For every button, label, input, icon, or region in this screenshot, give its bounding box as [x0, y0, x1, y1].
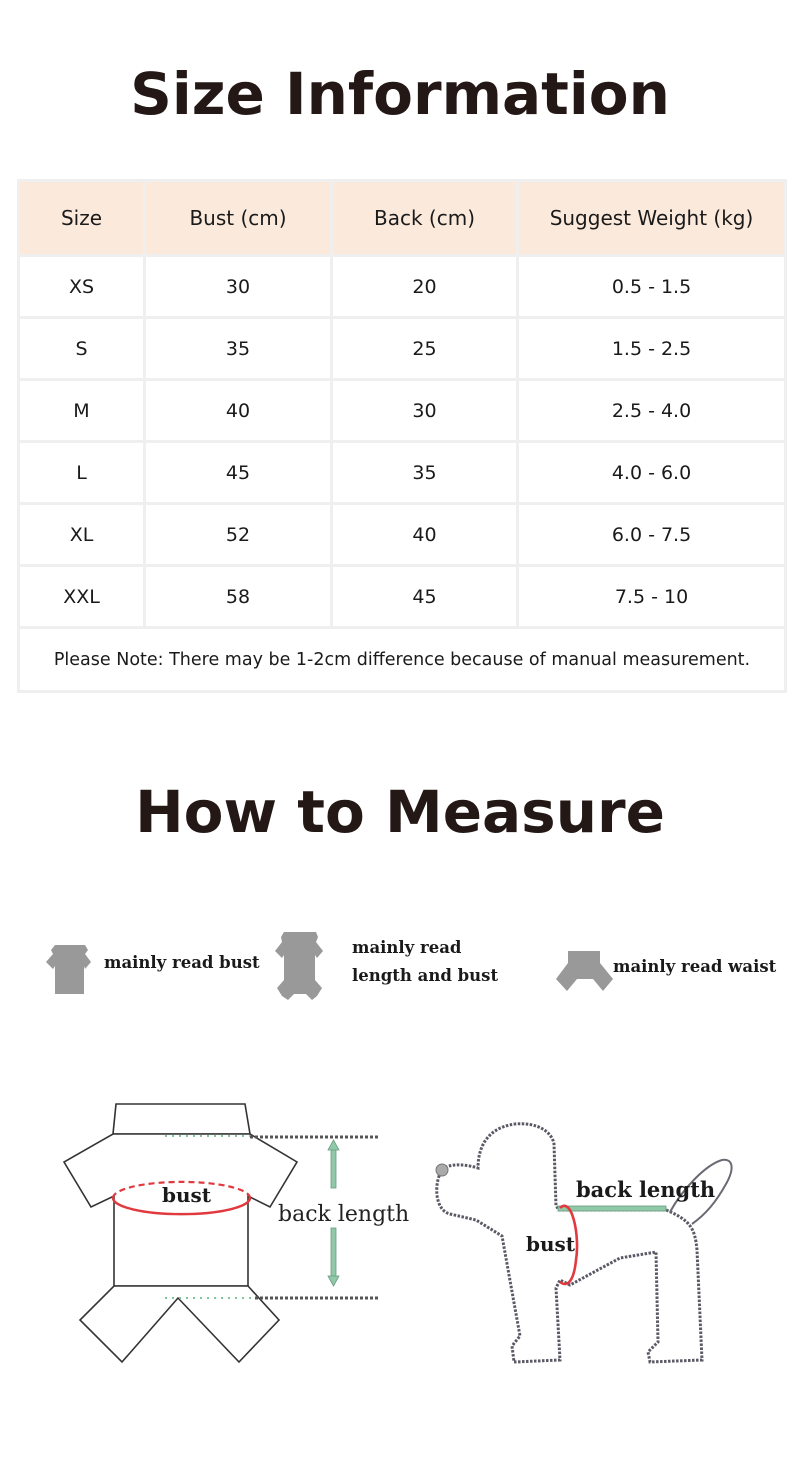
column-header-weight: Suggest Weight (kg): [518, 181, 786, 256]
size-information-title: Size Information: [130, 60, 670, 128]
column-header-size: Size: [19, 181, 145, 256]
cell-bust: 30: [145, 256, 332, 318]
cell-bust: 52: [145, 504, 332, 566]
legend-label: mainly read bust: [104, 953, 260, 972]
column-header-back: Back (cm): [332, 181, 518, 256]
cell-back: 20: [332, 256, 518, 318]
cell-size: XL: [19, 504, 145, 566]
cell-weight: 6.0 - 7.5: [518, 504, 786, 566]
cell-size: M: [19, 380, 145, 442]
garment-measure-diagram: [50, 1090, 420, 1380]
cell-size: S: [19, 318, 145, 380]
how-to-measure-title: How to Measure: [135, 778, 665, 846]
cell-weight: 1.5 - 2.5: [518, 318, 786, 380]
cell-weight: 4.0 - 6.0: [518, 442, 786, 504]
legend-label-line-1: mainly read: [352, 938, 462, 957]
legend-item-bust: [44, 940, 260, 998]
garment-outline-icon: [50, 1090, 420, 1380]
cell-back: 35: [332, 442, 518, 504]
table-row: [19, 566, 786, 628]
table-header-row: [19, 181, 786, 256]
table-row: [19, 318, 786, 380]
note-row: [19, 628, 786, 692]
cell-back: 45: [332, 566, 518, 628]
cell-size: XXL: [19, 566, 145, 628]
back-length-label: back length: [576, 1177, 716, 1202]
size-chart-table: [17, 179, 787, 693]
bust-label: bust: [162, 1183, 212, 1207]
cell-weight: 7.5 - 10: [518, 566, 786, 628]
column-header-bust: Bust (cm): [145, 181, 332, 256]
legend-item-length-bust: [270, 930, 498, 1004]
cell-size: L: [19, 442, 145, 504]
tshirt-icon: [44, 940, 102, 998]
measurement-note: Please Note: There may be 1-2cm difference because of manual measurement.: [19, 628, 786, 692]
table-row: [19, 442, 786, 504]
legend-label: mainly read waist: [613, 957, 777, 976]
table-row: [19, 256, 786, 318]
table-row: [19, 380, 786, 442]
cell-back: 25: [332, 318, 518, 380]
cell-bust: 45: [145, 442, 332, 504]
bust-label: bust: [526, 1232, 576, 1256]
cell-size: XS: [19, 256, 145, 318]
cell-weight: 0.5 - 1.5: [518, 256, 786, 318]
table-row: [19, 504, 786, 566]
cell-weight: 2.5 - 4.0: [518, 380, 786, 442]
cell-bust: 40: [145, 380, 332, 442]
back-length-label: back length: [278, 1202, 410, 1227]
dog-measure-diagram: [420, 1110, 750, 1390]
cell-back: 30: [332, 380, 518, 442]
cell-bust: 58: [145, 566, 332, 628]
pants-icon: [553, 945, 617, 999]
jumpsuit-icon: [270, 930, 336, 1004]
legend-item-waist: [553, 945, 776, 999]
dog-outline-icon: [420, 1110, 750, 1390]
cell-back: 40: [332, 504, 518, 566]
cell-bust: 35: [145, 318, 332, 380]
legend-label-line-2: length and bust: [352, 966, 499, 985]
